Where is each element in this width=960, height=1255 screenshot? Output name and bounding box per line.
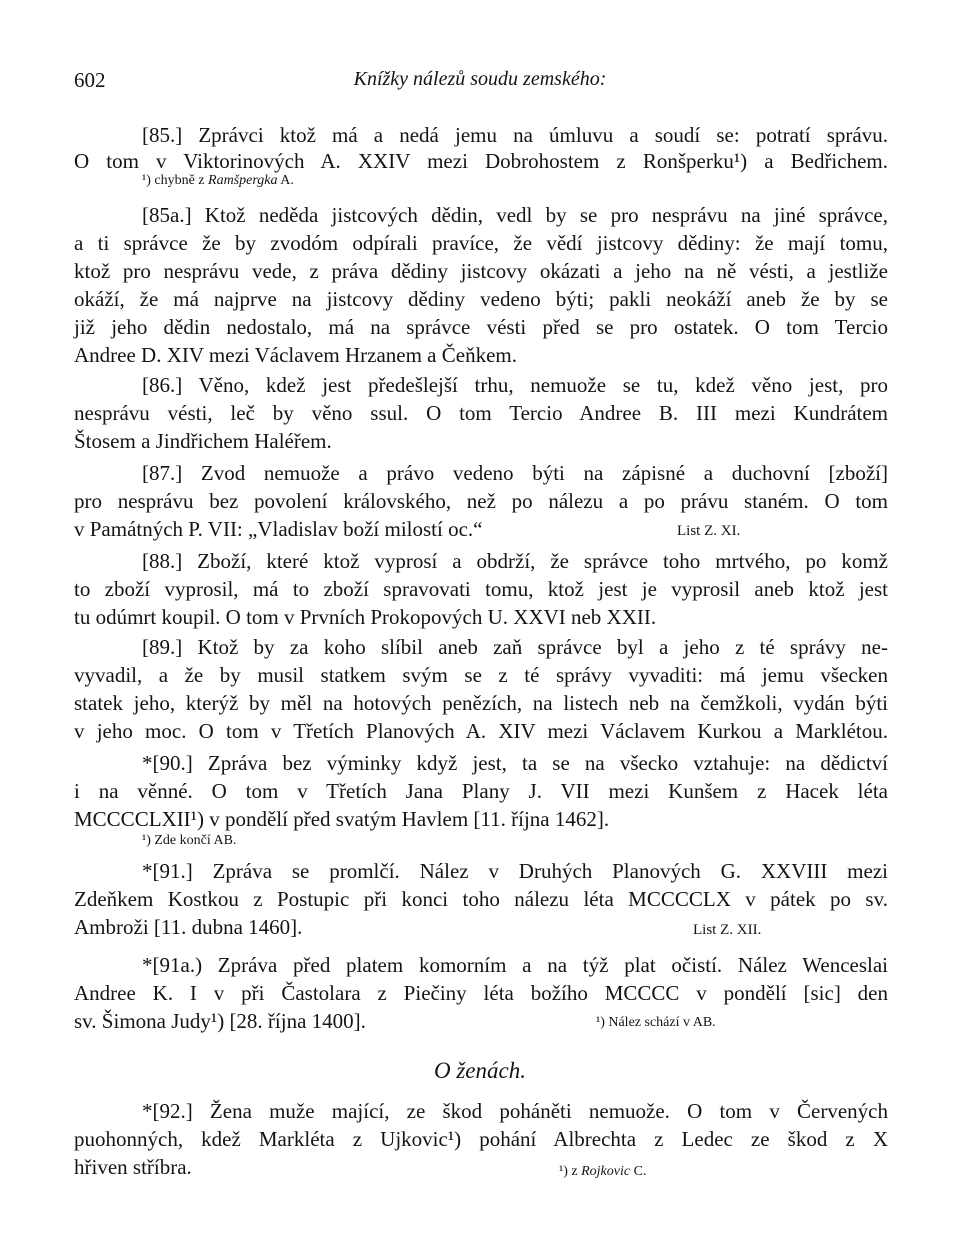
footnote: ¹) chybně z Ramšpergka A.	[142, 173, 294, 188]
margin-note: List Z. XII.	[693, 922, 762, 938]
footnote: ¹) Zde končí AB.	[142, 833, 237, 848]
text-line: vyvadil, a že by musil statkem svým se z té správy vyvaditi: má jemu všecken	[74, 663, 888, 687]
margin-note: List Z. XI.	[677, 523, 741, 539]
text-line: v jeho moc. O tom v Třetích Planových A. XIV mezi Václavem Kurkou a Marklétou.	[74, 719, 888, 743]
text-line: Zdeňkem Kostkou z Postupic při konci toho nálezu léta MCCCCLX v pátek po sv.	[74, 887, 888, 911]
text-line: tu odúmrt koupil. O tom v Prvních Prokopových U. XXVI neb XXII.	[74, 605, 657, 629]
text-line: to zboží vyprosil, má to zboží spravovati tomu, ktož jest je vyprosil aneb ktož jest	[74, 577, 888, 601]
text-line: O tom v Viktorinových A. XXIV mezi Dobrohostem z Ronšperku¹) a Bedřichem.	[74, 149, 888, 173]
text-line: ktož pro nesprávu vede, z práva dědiny jistcovy okázati a jeho na ně vésti, a jestliže	[74, 259, 888, 283]
text-line: pro nesprávu bez povolení královského, než po nálezu a po právu staném. O tom	[74, 489, 888, 513]
text-line: *[90.] Zpráva bez výminky když jest, ta se na všecko vztahuje: na dědictví	[142, 751, 888, 775]
text-line: a ti správce že by zvodóm odpírali pravíce, že vědí jistcovy dědiny: že mají tomu,	[74, 231, 888, 255]
text-line: i na věnné. O tom v Třetích Jana Plany J. VII mezi Kunšem z Hacek léta	[74, 779, 888, 803]
text-line: [87.] Zvod nemuože a právo vedeno býti na zápisné a duchovní [zboží]	[142, 461, 888, 485]
text-line: [85.] Zprávci ktož má a nedá jemu na úmluvu a soudí se: potratí správu.	[142, 123, 888, 147]
text-line: *[92.] Žena muže mající, ze škod poháněti nemuože. O tom v Červených	[142, 1099, 888, 1123]
text-line: Ambroži [11. dubna 1460].	[74, 915, 303, 939]
text-line: Andree K. I v při Častolara z Piečiny léta božího MCCCC v pondělí [sic] den	[74, 981, 888, 1005]
text-line: [86.] Věno, kdež jest předešlejší trhu, nemuože se tu, kdež věno jest, pro	[142, 373, 888, 397]
text-line: Andree D. XIV mezi Václavem Hrzanem a Čeňkem.	[74, 343, 517, 367]
text-line: MCCCCLXII¹) v pondělí před svatým Havlem [11. října 1462].	[74, 807, 610, 831]
text-line: nesprávu vésti, leč by věno ssul. O tom Tercio Andree B. III mezi Kundrátem	[74, 401, 888, 425]
text-line: *[91.] Zpráva se promlčí. Nález v Druhých Planových G. XXVIII mezi	[142, 859, 888, 883]
page-header	[74, 68, 886, 98]
text-line: [88.] Zboží, které ktož vyprosí a obdrží, že správce toho mrtvého, po komž	[142, 549, 888, 573]
text-line: okáží, že má najprve na jistcovy dědiny vedeno býti; pakli neokáží aneb že by se	[74, 287, 888, 311]
text-line: puohonných, kdež Markléta z Ujkovic¹) pohání Albrechta z Ledec ze škod z X	[74, 1127, 888, 1151]
text-line: *[91a.) Zpráva před platem komorním a na týž plat očistí. Nález Wenceslai	[142, 953, 888, 977]
text-line: již jeho dědin nedostalo, má na správce vésti před se pro ostatek. O tom Tercio	[74, 315, 888, 339]
text-line: v Památných P. VII: „Vladislav boží milostí oc.“	[74, 517, 483, 541]
running-title: Knížky nálezů soudu zemského:	[353, 68, 607, 90]
page-number: 602	[74, 68, 106, 92]
text-line: hřiven stříbra.	[74, 1155, 192, 1179]
section-title: O ženách.	[434, 1058, 526, 1083]
footnote: ¹) z Rojkovic C.	[559, 1164, 647, 1179]
text-line: statek jeho, kterýž by měl na hotových penězích, na listech neb na čemžkoli, vydán býti	[74, 691, 888, 715]
footnote: ¹) Nález schází v AB.	[596, 1015, 716, 1030]
text-line: [85a.] Ktož neděda jistcových dědin, vedl by se pro nesprávu na jiné správce,	[142, 203, 888, 227]
text-line: Štosem a Jindřichem Haléřem.	[74, 429, 332, 453]
text-line: sv. Šimona Judy¹) [28. října 1400].	[74, 1009, 366, 1033]
text-line: [89.] Ktož by za koho slíbil aneb zaň správce byl a jeho z té správy ne-	[142, 635, 888, 659]
